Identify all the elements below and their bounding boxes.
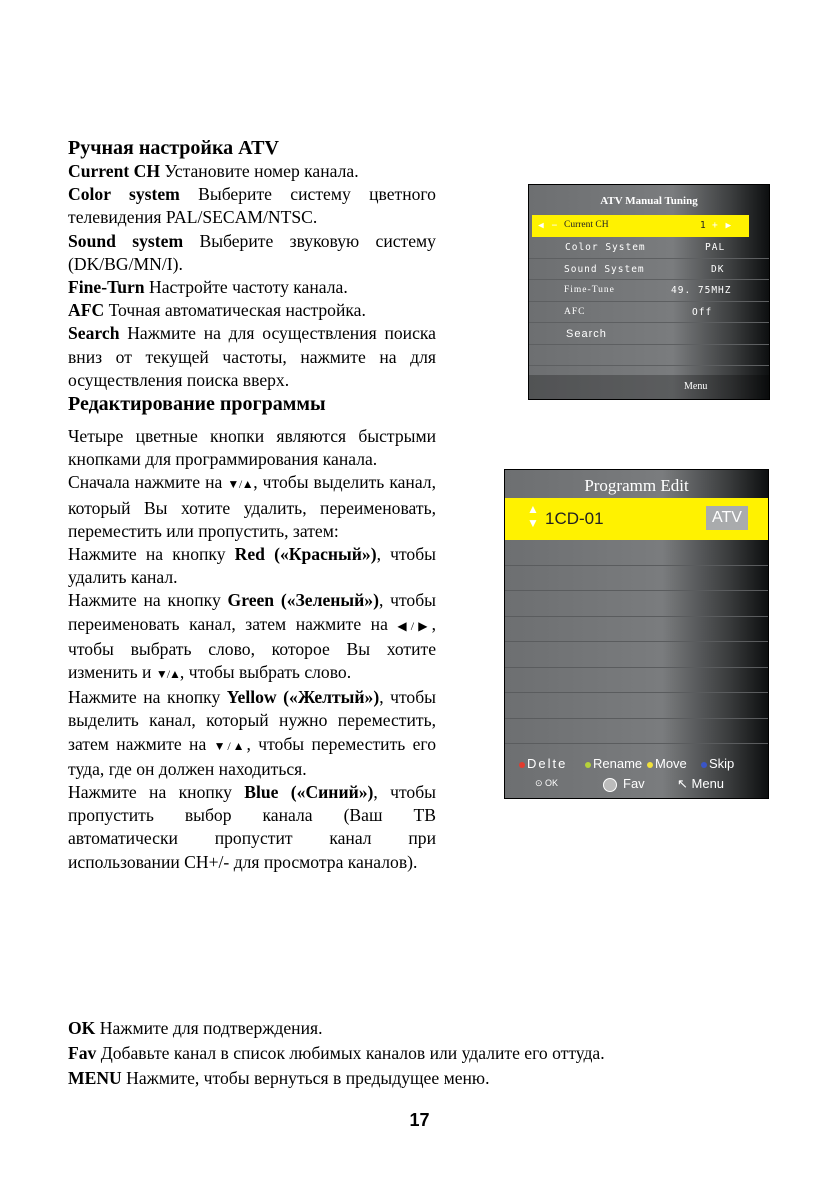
empty-row	[505, 617, 768, 643]
empty-row	[505, 566, 768, 592]
item-fine-turn: Fine-Turn Настройте частоту канала.	[68, 277, 348, 298]
channel-row	[505, 498, 768, 540]
screen-title: Programm Edit	[584, 476, 689, 495]
paragraph: Нажмите на кнопку Green («Зеленый»), чтобы переименовать канал, затем нажмите на ◀/▶, чтобы выбрать слово, которое Вы хотите изменить и ▼/▲, чтобы выбрать слово.	[68, 590, 437, 683]
move-hint: Move	[647, 756, 687, 771]
legend-menu: MENU Нажмите, чтобы вернуться в предыдущее меню.	[68, 1068, 490, 1088]
item-afc: AFC Точная автоматическая настройка.	[68, 300, 366, 321]
empty-row	[529, 345, 769, 367]
up-down-arrow-icon: ▲ ▼	[527, 502, 539, 530]
left-arrow-icon: ◀ −	[538, 220, 559, 231]
paragraph: Нажмите на кнопку Red («Красный»), чтобы удалить канал.	[68, 544, 436, 588]
empty-row	[505, 668, 768, 694]
left-right-arrow-icon: ◀/▶	[397, 618, 432, 633]
return-icon: ↖	[677, 776, 692, 791]
menu-row-color-system: Color System PAL	[529, 237, 769, 259]
paragraph: Сначала нажмите на ▼/▲, чтобы выделить канал, который Вы хотите удалить, переименовать, переместить или пропустить, затем:	[68, 472, 436, 541]
down-up-arrow-icon: ▼/▲	[227, 477, 254, 492]
key-legend	[68, 1016, 605, 1091]
empty-row	[505, 719, 768, 745]
ok-hint: ⊙ OK	[535, 778, 559, 788]
empty-row	[505, 642, 768, 668]
atv-manual-tuning-screen	[528, 184, 770, 400]
down-up-arrow-icon: ▼/▲	[213, 738, 247, 753]
ok-icon: ⊙	[535, 778, 546, 788]
menu-row-afc: AFC Off	[529, 302, 769, 324]
fav-icon	[603, 778, 617, 792]
menu-hint: ↖ Menu	[677, 776, 725, 791]
delete-hint: Delte	[519, 756, 567, 771]
yellow-button-icon	[647, 762, 653, 768]
paragraph: Нажмите на кнопку Blue («Синий»), чтобы пропустить выбор канала (Ваш ТВ автоматически пропустит канал при использовании CH+/- для просмотра каналов).	[68, 782, 436, 872]
channel-type-badge: ATV	[706, 506, 748, 530]
green-button-icon	[585, 762, 591, 768]
menu-hint: Menu	[684, 381, 708, 392]
menu-row-current-ch: ◀ − Current CH 1 + ▶	[532, 215, 749, 237]
empty-row	[505, 540, 768, 566]
paragraph: Нажмите на кнопку Yellow («Желтый»), чтобы выделить канал, который нужно переместить, затем нажмите на ▼/▲, чтобы переместить его туда, где он должен находиться.	[68, 687, 436, 779]
red-button-icon	[519, 762, 525, 768]
paragraph: Четыре цветные кнопки являются быстрыми кнопками для программирования канала.	[68, 426, 436, 470]
program-edit-section	[68, 425, 436, 874]
item-search: Search Нажмите на для осуществления поиска вниз от текущей частоты, нажмите на для осуществления поиска вверх.	[68, 323, 436, 390]
legend-ok: OK Нажмите для подтверждения.	[68, 1018, 323, 1038]
atv-manual-tuning-section	[68, 136, 436, 416]
menu-row-sound-system: Sound System DK	[529, 259, 769, 281]
down-up-arrow-icon: ▼/▲	[155, 667, 180, 682]
empty-row	[505, 591, 768, 617]
empty-row	[505, 693, 768, 719]
fav-hint: Fav	[603, 776, 645, 792]
skip-hint: Skip	[701, 756, 734, 771]
menu-row-search: Search	[529, 323, 769, 345]
screen-title: ATV Manual Tuning	[600, 195, 698, 207]
section-title: Редактирование программы	[68, 393, 326, 416]
legend-fav: Fav Добавьте канал в список любимых каналов или удалите его оттуда.	[68, 1043, 605, 1063]
menu-row-fine-tune: Fime-Tune 49. 75MHZ	[529, 280, 769, 302]
screen-footer	[505, 750, 768, 798]
item-current-ch: Current CH Установите номер канала.	[68, 161, 359, 181]
programm-edit-screen	[504, 469, 769, 799]
channel-name: 1CD-01	[545, 509, 604, 528]
page-number: 17	[409, 1110, 430, 1130]
screen-footer	[529, 375, 769, 399]
rename-hint: Rename	[585, 756, 642, 771]
right-arrow-icon: + ▶	[712, 220, 733, 231]
item-color-system: Color system Выберите систему цветного телевидения PAL/SECAM/NTSC.	[68, 184, 436, 228]
blue-button-icon	[701, 762, 707, 768]
section-title: Ручная настройка ATV	[68, 137, 279, 159]
item-sound-system: Sound system Выберите звуковую систему (DK/BG/MN/I).	[68, 230, 436, 274]
